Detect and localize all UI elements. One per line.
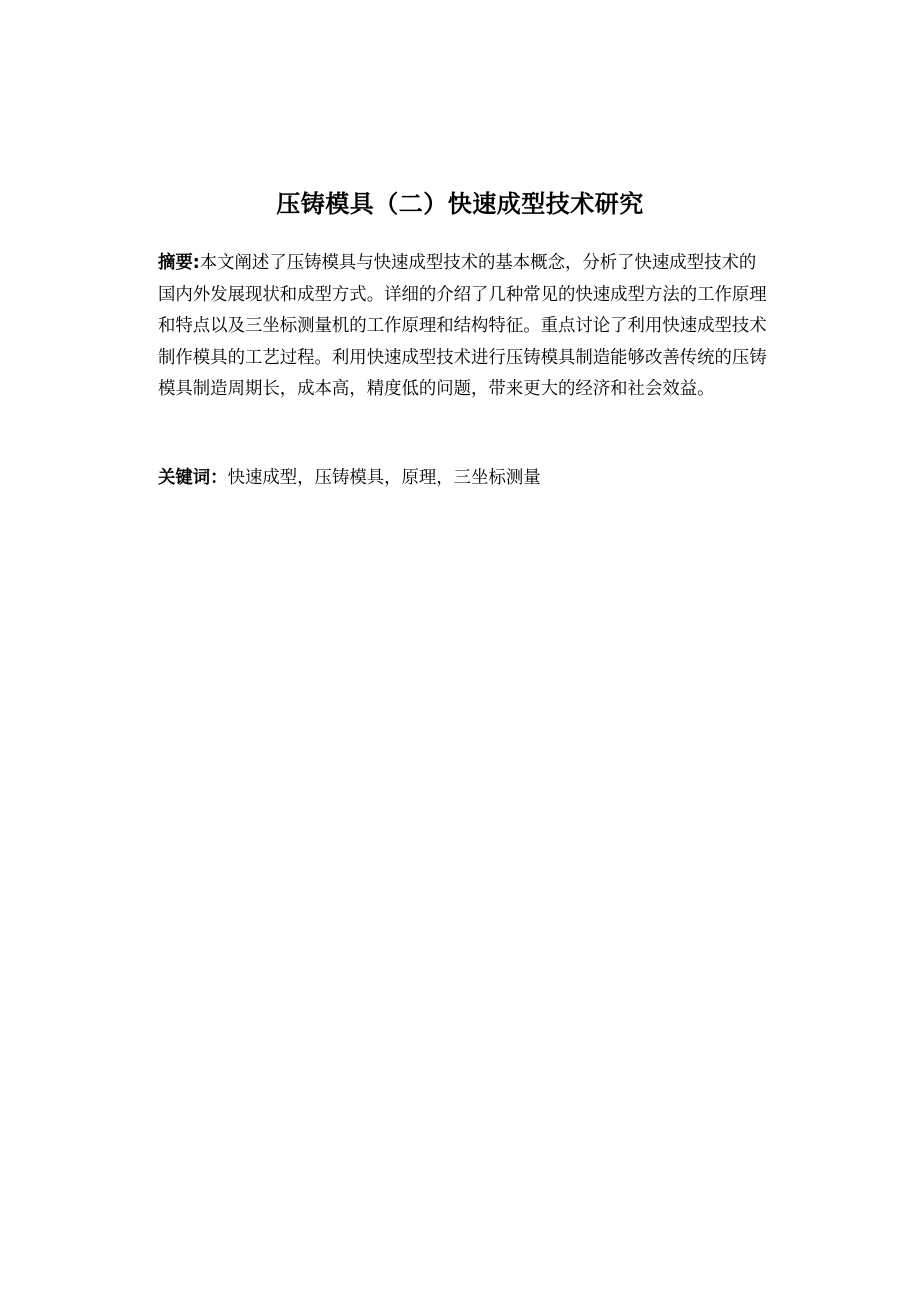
abstract-line-2: 国内外发展现状和成型方式。详细的介绍了几种常见的快速成型方法的工作原理 bbox=[158, 284, 767, 305]
keywords-section bbox=[158, 463, 804, 495]
document-title: 压铸模具（二）快速成型技术研究 bbox=[276, 190, 644, 218]
abstract-label: 摘要: bbox=[158, 253, 200, 273]
abstract-line-4: 制作模具的工艺过程。利用快速成型技术进行压铸模具制造能够改善传统的压铸 bbox=[158, 347, 767, 368]
abstract-text-1: 本文阐述了压铸模具与快速成型技术的基本概念，分析了快速成型技术的 bbox=[199, 253, 757, 273]
abstract-line-1 bbox=[158, 248, 804, 280]
abstract-line-5: 模具制造周期长，成本高，精度低的问题，带来更大的经济和社会效益。 bbox=[158, 379, 715, 400]
abstract-section bbox=[158, 248, 804, 406]
keywords-text: 快速成型，压铸模具，原理，三坐标测量 bbox=[227, 468, 541, 488]
abstract-line-3: 和特点以及三坐标测量机的工作原理和结构特征。重点讨论了利用快速成型技术 bbox=[158, 316, 767, 337]
keywords-label: 关键词： bbox=[158, 468, 228, 488]
